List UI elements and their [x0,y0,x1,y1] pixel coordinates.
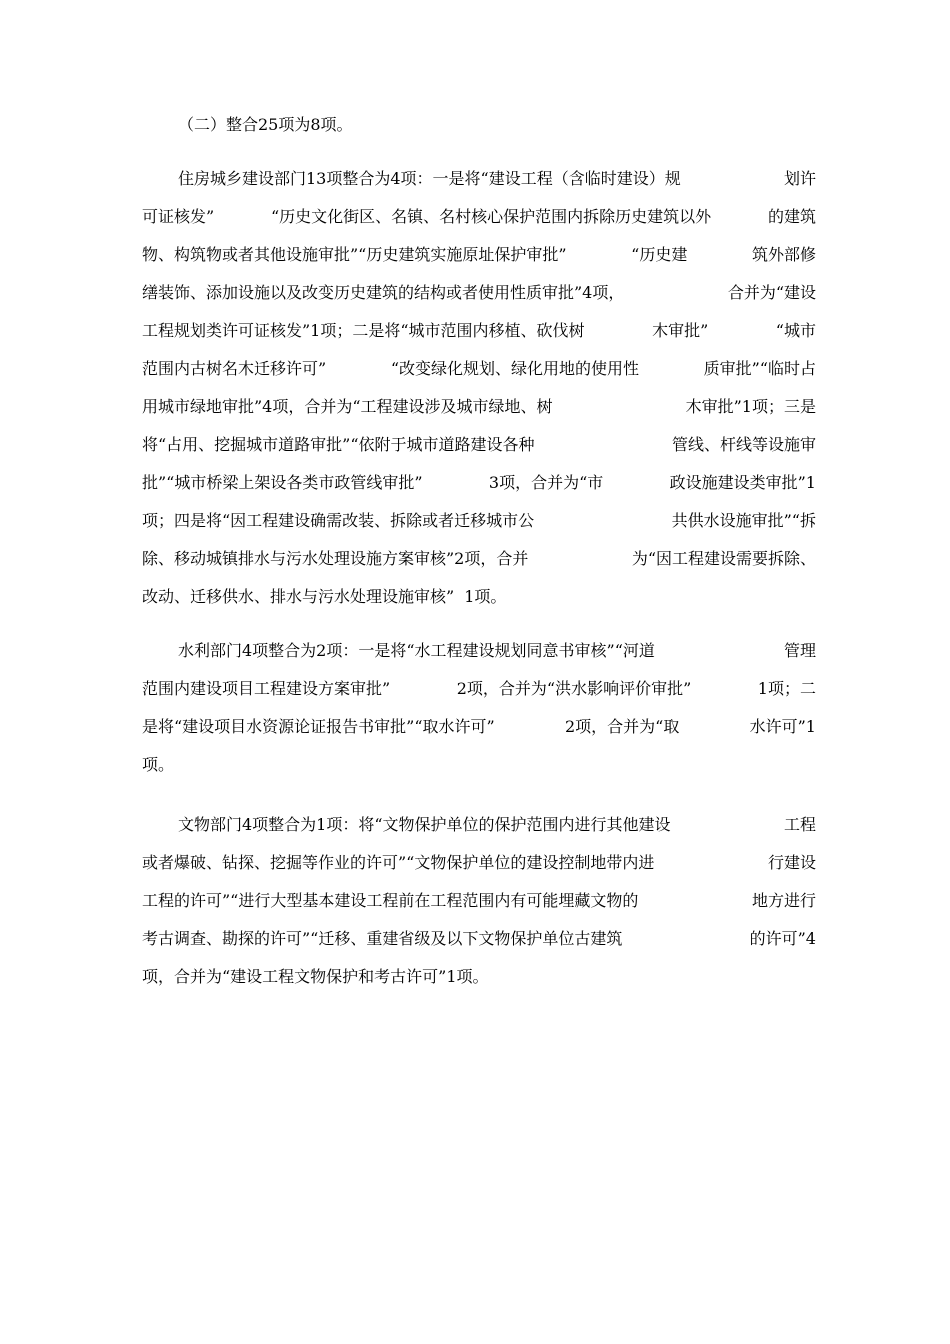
text-segment: 合并为“建设 [727,283,816,302]
paragraph-gap [142,616,816,632]
text-line [142,160,816,198]
text-segment: 质审批”“临时占 [703,359,816,378]
text-segment: 缮装饰、添加设施以及改变历史建筑的结构或者使用性质审批”4项， [142,283,625,302]
paragraph-gap [142,784,816,806]
text-line [142,578,816,616]
text-segment: “历史文化街区、名镇、名村核心保护范围内拆除历史建筑以外 [270,207,712,226]
text-line [142,540,816,578]
text-line [142,708,816,746]
text-segment: 行建设 [767,853,816,872]
text-segment: 项。 [142,755,175,774]
text-segment: 地方进行 [751,891,816,910]
document-page [142,106,816,996]
text-line [142,882,816,920]
text-segment: 2项，合并为“取 [564,717,680,736]
text-segment: 工程 [783,815,816,834]
text-segment: 项；四是将“因工程建设确需改装、拆除或者迁移城市公 [142,511,535,530]
text-line [142,502,816,540]
text-segment: 管线、杆线等设施审 [671,435,816,454]
text-line [142,958,816,996]
text-line [142,920,816,958]
text-line [142,350,816,388]
text-line [142,236,816,274]
text-segment: 工程的许可”“进行大型基本建设工程前在工程范围内有可能埋藏文物的 [142,891,639,910]
text-segment: 划许 [783,169,816,188]
text-line [142,464,816,502]
text-segment: 的建筑 [767,207,816,226]
text-segment: 是将“建设项目水资源论证报告书审批”“取水许可” [142,717,495,736]
text-segment: 除、移动城镇排水与污水处理设施方案审核”2项，合并 [142,549,529,568]
text-segment: “历史建 [631,245,688,264]
text-segment: 水利部门4项整合为2项：一是将“水工程建设规划同意书审核”“河道 [178,641,655,660]
section-heading [142,106,816,144]
text-segment: 文物部门4项整合为1项：将“文物保护单位的保护范围内进行其他建设 [178,815,671,834]
text-segment: 住房城乡建设部门13项整合为4项：一是将“建设工程（含临时建设）规 [178,169,681,188]
paragraph-housing [142,160,816,616]
text-segment: 的许可”4 [749,929,816,948]
text-line [142,388,816,426]
text-segment: 或者爆破、钻探、挖掘等作业的许可”“文物保护单位的建设控制地带内进 [142,853,655,872]
text-segment: 木审批”1项；三是 [685,397,816,416]
text-segment: 考古调查、勘探的许可”“迁移、重建省级及以下文物保护单位古建筑 [142,929,623,948]
text-segment: 筑外部修 [751,245,816,264]
text-segment: 物、构筑物或者其他设施审批”“历史建筑实施原址保护审批” [142,245,567,264]
text-segment: 项，合并为“建设工程文物保护和考古许可”1项。 [142,967,489,986]
text-segment: 改动、迁移供水、排水与污水处理设施审核” [142,587,455,606]
text-line [142,844,816,882]
text-segment: 为“因工程建设需要拆除、 [631,549,816,568]
paragraph-water [142,632,816,784]
text-segment: “改变绿化规划、绿化用地的使用性 [390,359,639,378]
text-segment: “城市 [775,321,816,340]
text-segment: 可证核发” [142,207,215,226]
text-segment: 范围内古树名木迁移许可” [142,359,327,378]
text-line [142,746,816,784]
text-segment: 批”“城市桥梁上架设各类市政管线审批” [142,473,423,492]
text-line [142,632,816,670]
text-line [142,198,816,236]
text-line [142,806,816,844]
text-segment: 用城市绿地审批”4项，合并为“工程建设涉及城市绿地、树 [142,397,553,416]
text-segment: 水许可”1 [749,717,816,736]
text-segment: 2项，合并为“洪水影响评价审批” [456,679,692,698]
paragraph-gap [142,144,816,160]
text-segment: 将“占用、挖掘城市道路审批”“依附于城市道路建设各种 [142,435,535,454]
text-segment: 3项，合并为“市 [488,473,604,492]
text-line [142,312,816,350]
section-heading-text: （二）整合25项为8项。 [178,115,353,134]
text-segment: 范围内建设项目工程建设方案审批” [142,679,391,698]
text-segment: 木审批” [652,321,709,340]
text-segment: 共供水设施审批”“拆 [671,511,816,530]
text-segment: 1项；二 [757,679,816,698]
text-line [142,274,816,312]
text-line [142,670,816,708]
paragraph-cultural-relics [142,806,816,996]
text-segment: 1项。 [464,587,507,606]
text-segment: 工程规划类许可证核发”1项；二是将“城市范围内移植、砍伐树 [142,321,585,340]
text-line [142,426,816,464]
text-segment: 管理 [783,641,816,660]
text-segment: 政设施建设类审批”1 [669,473,816,492]
